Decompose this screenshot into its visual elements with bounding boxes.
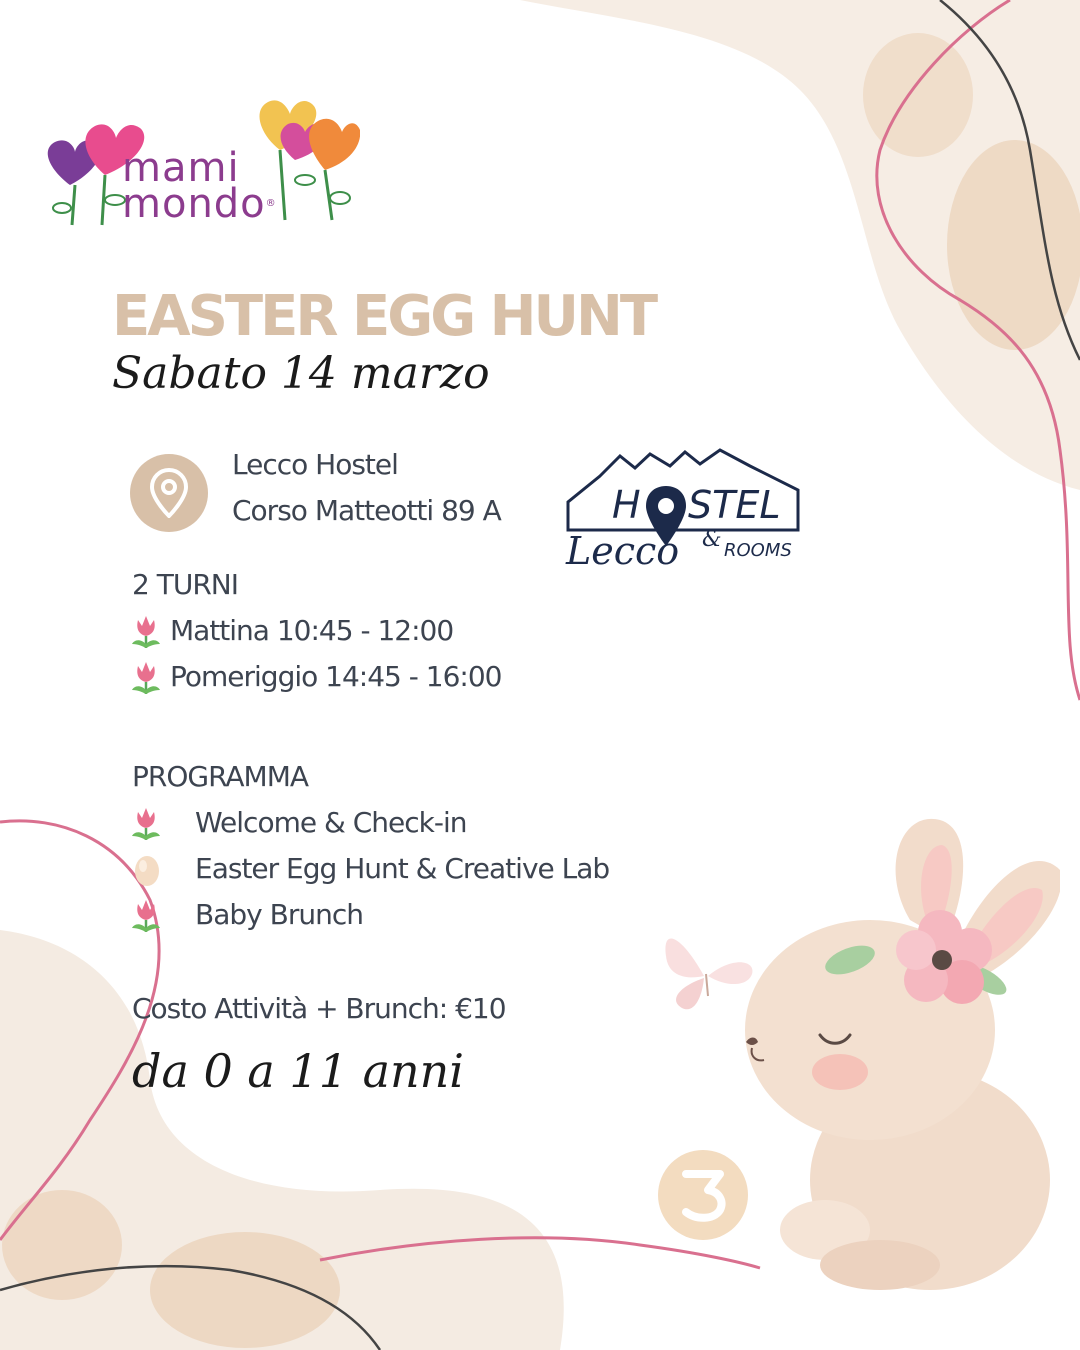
event-date: Sabato 14 marzo [112,348,490,399]
tulip-icon [130,898,162,934]
price-text: Costo Attività + Brunch: €10 [132,992,506,1025]
tulip-icon [130,806,162,842]
badge-symbol-icon [678,1168,728,1222]
turno-item: Mattina 10:45 - 12:00 [170,614,454,647]
lecco-hostel-logo [560,446,810,576]
tulip-icon [130,614,162,650]
bunny-illustration [730,810,1060,1290]
hostel-logo-city: Lecco [566,529,680,573]
programma-item: Welcome & Check-in [195,806,467,839]
mamimondo-logo [122,145,322,227]
hostel-logo-stel: STEL [688,483,781,527]
logo-line-2 [122,181,322,227]
logo-registered-mark: ® [265,198,277,209]
programma-item: Baby Brunch [195,898,363,931]
programma-heading: PROGRAMMA [132,760,309,793]
tulip-icon [130,660,162,696]
turno-item: Pomeriggio 14:45 - 16:00 [170,660,502,693]
location-name: Lecco Hostel [232,448,398,481]
hostel-logo-rooms: ROOMS [724,540,792,561]
event-title: EASTER EGG HUNT [112,284,656,349]
programma-item: Easter Egg Hunt & Creative Lab [195,852,610,885]
hostel-logo-amp: & [702,527,722,552]
logo-line-2-text: mondo [122,181,266,227]
location-pin-icon [150,468,188,518]
turni-heading: 2 TURNI [132,568,238,601]
location-address: Corso Matteotti 89 A [232,494,501,527]
egg-icon [132,852,162,888]
age-range: da 0 a 11 anni [132,1044,464,1098]
logo-line-1: mami [122,145,240,191]
location-badge [130,454,208,532]
hostel-logo-h: H [612,483,641,527]
